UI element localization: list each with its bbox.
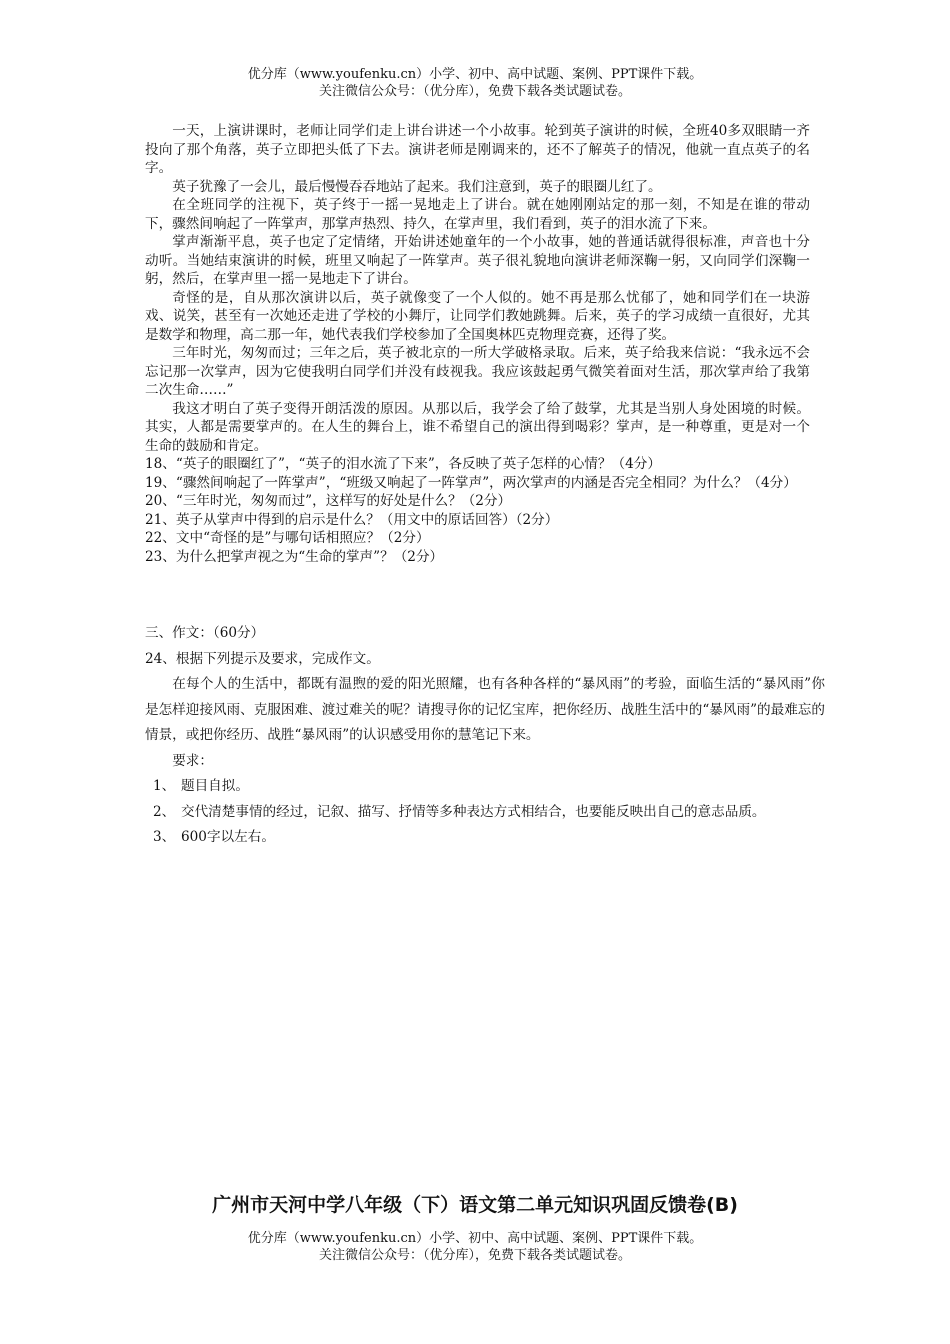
question-22: 22、文中“奇怪的是”与哪句话相照应？（2分） xyxy=(145,530,430,546)
passage-paragraph: 英子犹豫了一会儿，最后慢慢吞吞地站了起来。我们注意到，英子的眼圈儿红了。 xyxy=(172,178,662,195)
question-21: 21、英子从掌声中得到的启示是什么？（用文中的原话回答）（2分） xyxy=(145,511,559,528)
passage-paragraph: 一天，上演讲课时，老师让同学们走上讲台讲述一个小故事。轮到英子演讲的时候，全班40多双眼睛一齐投向了那个角落，英子立即把头低了下去。演讲老师是刚调来的，还不了解英子的情况，他就一直点英子的名字。 xyxy=(145,123,810,176)
passage-paragraph: 三年时光，匆匆而过；三年之后，英子被北京的一所大学破格录取。后来，英子给我来信说：“我永远不会忘记那一次掌声，因为它使我明白同学们并没有歧视我。我应该鼓起勇气微笑着面对生活，那次掌声给了我第二次生命……” xyxy=(145,345,810,398)
requirement-number: 2、 xyxy=(153,803,176,820)
passage-paragraph: 在全班同学的注视下，英子终于一摇一晃地走上了讲台。就在她刚刚站定的那一刻，不知是在谁的带动下，骤然间响起了一阵掌声，那掌声热烈、持久，在掌声里，我们看到，英子的泪水流了下来。 xyxy=(145,197,810,232)
requirements-label: 要求： xyxy=(172,752,213,769)
essay-prompt: 在每个人的生活中，都既有温煦的爱的阳光照耀，也有各种各样的“暴风雨”的考验，面临生活的“暴风雨”你是怎样迎接风雨、克服困难、渡过难关的呢？请搜寻你的记忆宝库，把你经历、战胜生活中的“暴风雨”的最难忘的情景，或把你经历、战胜“暴风雨”的认识感受用你的慧笔记下来。 xyxy=(145,676,825,743)
essay-section xyxy=(145,621,825,851)
requirement-item xyxy=(145,800,825,826)
footer-line-2: 关注微信公众号：（优分库），免费下载各类试题试卷。 xyxy=(318,1248,631,1263)
requirement-text: 题目自拟。 xyxy=(181,778,249,794)
passage-paragraph: 奇怪的是，自从那次演讲以后，英子就像变了一个人似的。她不再是那么忧郁了，她和同学们在一块游戏、说笑，甚至有一次她还走进了学校的小舞厅，让同学们教她跳舞。后来，英子的学习成绩一直很好，尤其是数学和物理，高二那一年，她代表我们学校参加了全国奥林匹克物理竞赛，还得了奖。 xyxy=(145,289,810,343)
requirement-item xyxy=(145,825,825,851)
requirement-text: 交代清楚事情的经过，记叙、描写、抒情等多种表达方式相结合，也要能反映出自己的意志品质。 xyxy=(181,803,766,820)
header-line-2: 关注微信公众号：（优分库），免费下载各类试题试卷。 xyxy=(318,84,631,99)
footer-line-1: 优分库（www.youfenku.cn）小学、初中、高中试题、案例、PPT课件下载。 xyxy=(247,1231,703,1246)
page-header xyxy=(0,66,950,100)
exam-title: 广州市天河中学八年级（下）语文第二单元知识巩固反馈卷(B) xyxy=(212,1194,738,1216)
header-line-1: 优分库（www.youfenku.cn）小学、初中、高中试题、案例、PPT课件下载。 xyxy=(247,67,703,82)
essay-item-24: 24、根据下列提示及要求，完成作文。 xyxy=(145,650,380,667)
question-18: 18、“英子的眼圈红了”，“英子的泪水流了下来”，各反映了英子怎样的心情？（4分） xyxy=(145,456,661,472)
reading-passage xyxy=(145,122,810,566)
question-19: 19、“骤然间响起了一阵掌声”，“班级又响起了一阵掌声”，两次掌声的内涵是否完全相同？为什么？（4分） xyxy=(145,474,797,491)
requirement-number: 1、 xyxy=(153,778,176,794)
requirement-item xyxy=(145,774,825,800)
question-23: 23、为什么把掌声视之为“生命的掌声”？（2分） xyxy=(145,548,444,565)
section-heading: 三、作文：（60分） xyxy=(145,625,265,641)
requirement-number: 3、 xyxy=(153,829,176,845)
page-footer xyxy=(0,1230,950,1264)
requirement-text: 600字以左右。 xyxy=(181,829,275,845)
question-20: 20、“三年时光，匆匆而过”，这样写的好处是什么？（2分） xyxy=(145,493,512,509)
passage-paragraph: 掌声渐渐平息，英子也定了定情绪，开始讲述她童年的一个小故事，她的普通话就得很标准，声音也十分动听。当她结束演讲的时候，班里又响起了一阵掌声。英子很礼貌地向演讲老师深鞠一躬，又向同学们深鞠一躬，然后，在掌声里一摇一晃地走下了讲台。 xyxy=(145,234,810,287)
passage-paragraph: 我这才明白了英子变得开朗活泼的原因。从那以后，我学会了给了鼓掌，尤其是当别人身处困境的时候。其实，人都是需要掌声的。在人生的舞台上，谁不希望自己的演出得到喝彩？掌声，是一种尊重，更是对一个生命的鼓励和肯定。 xyxy=(145,400,810,454)
